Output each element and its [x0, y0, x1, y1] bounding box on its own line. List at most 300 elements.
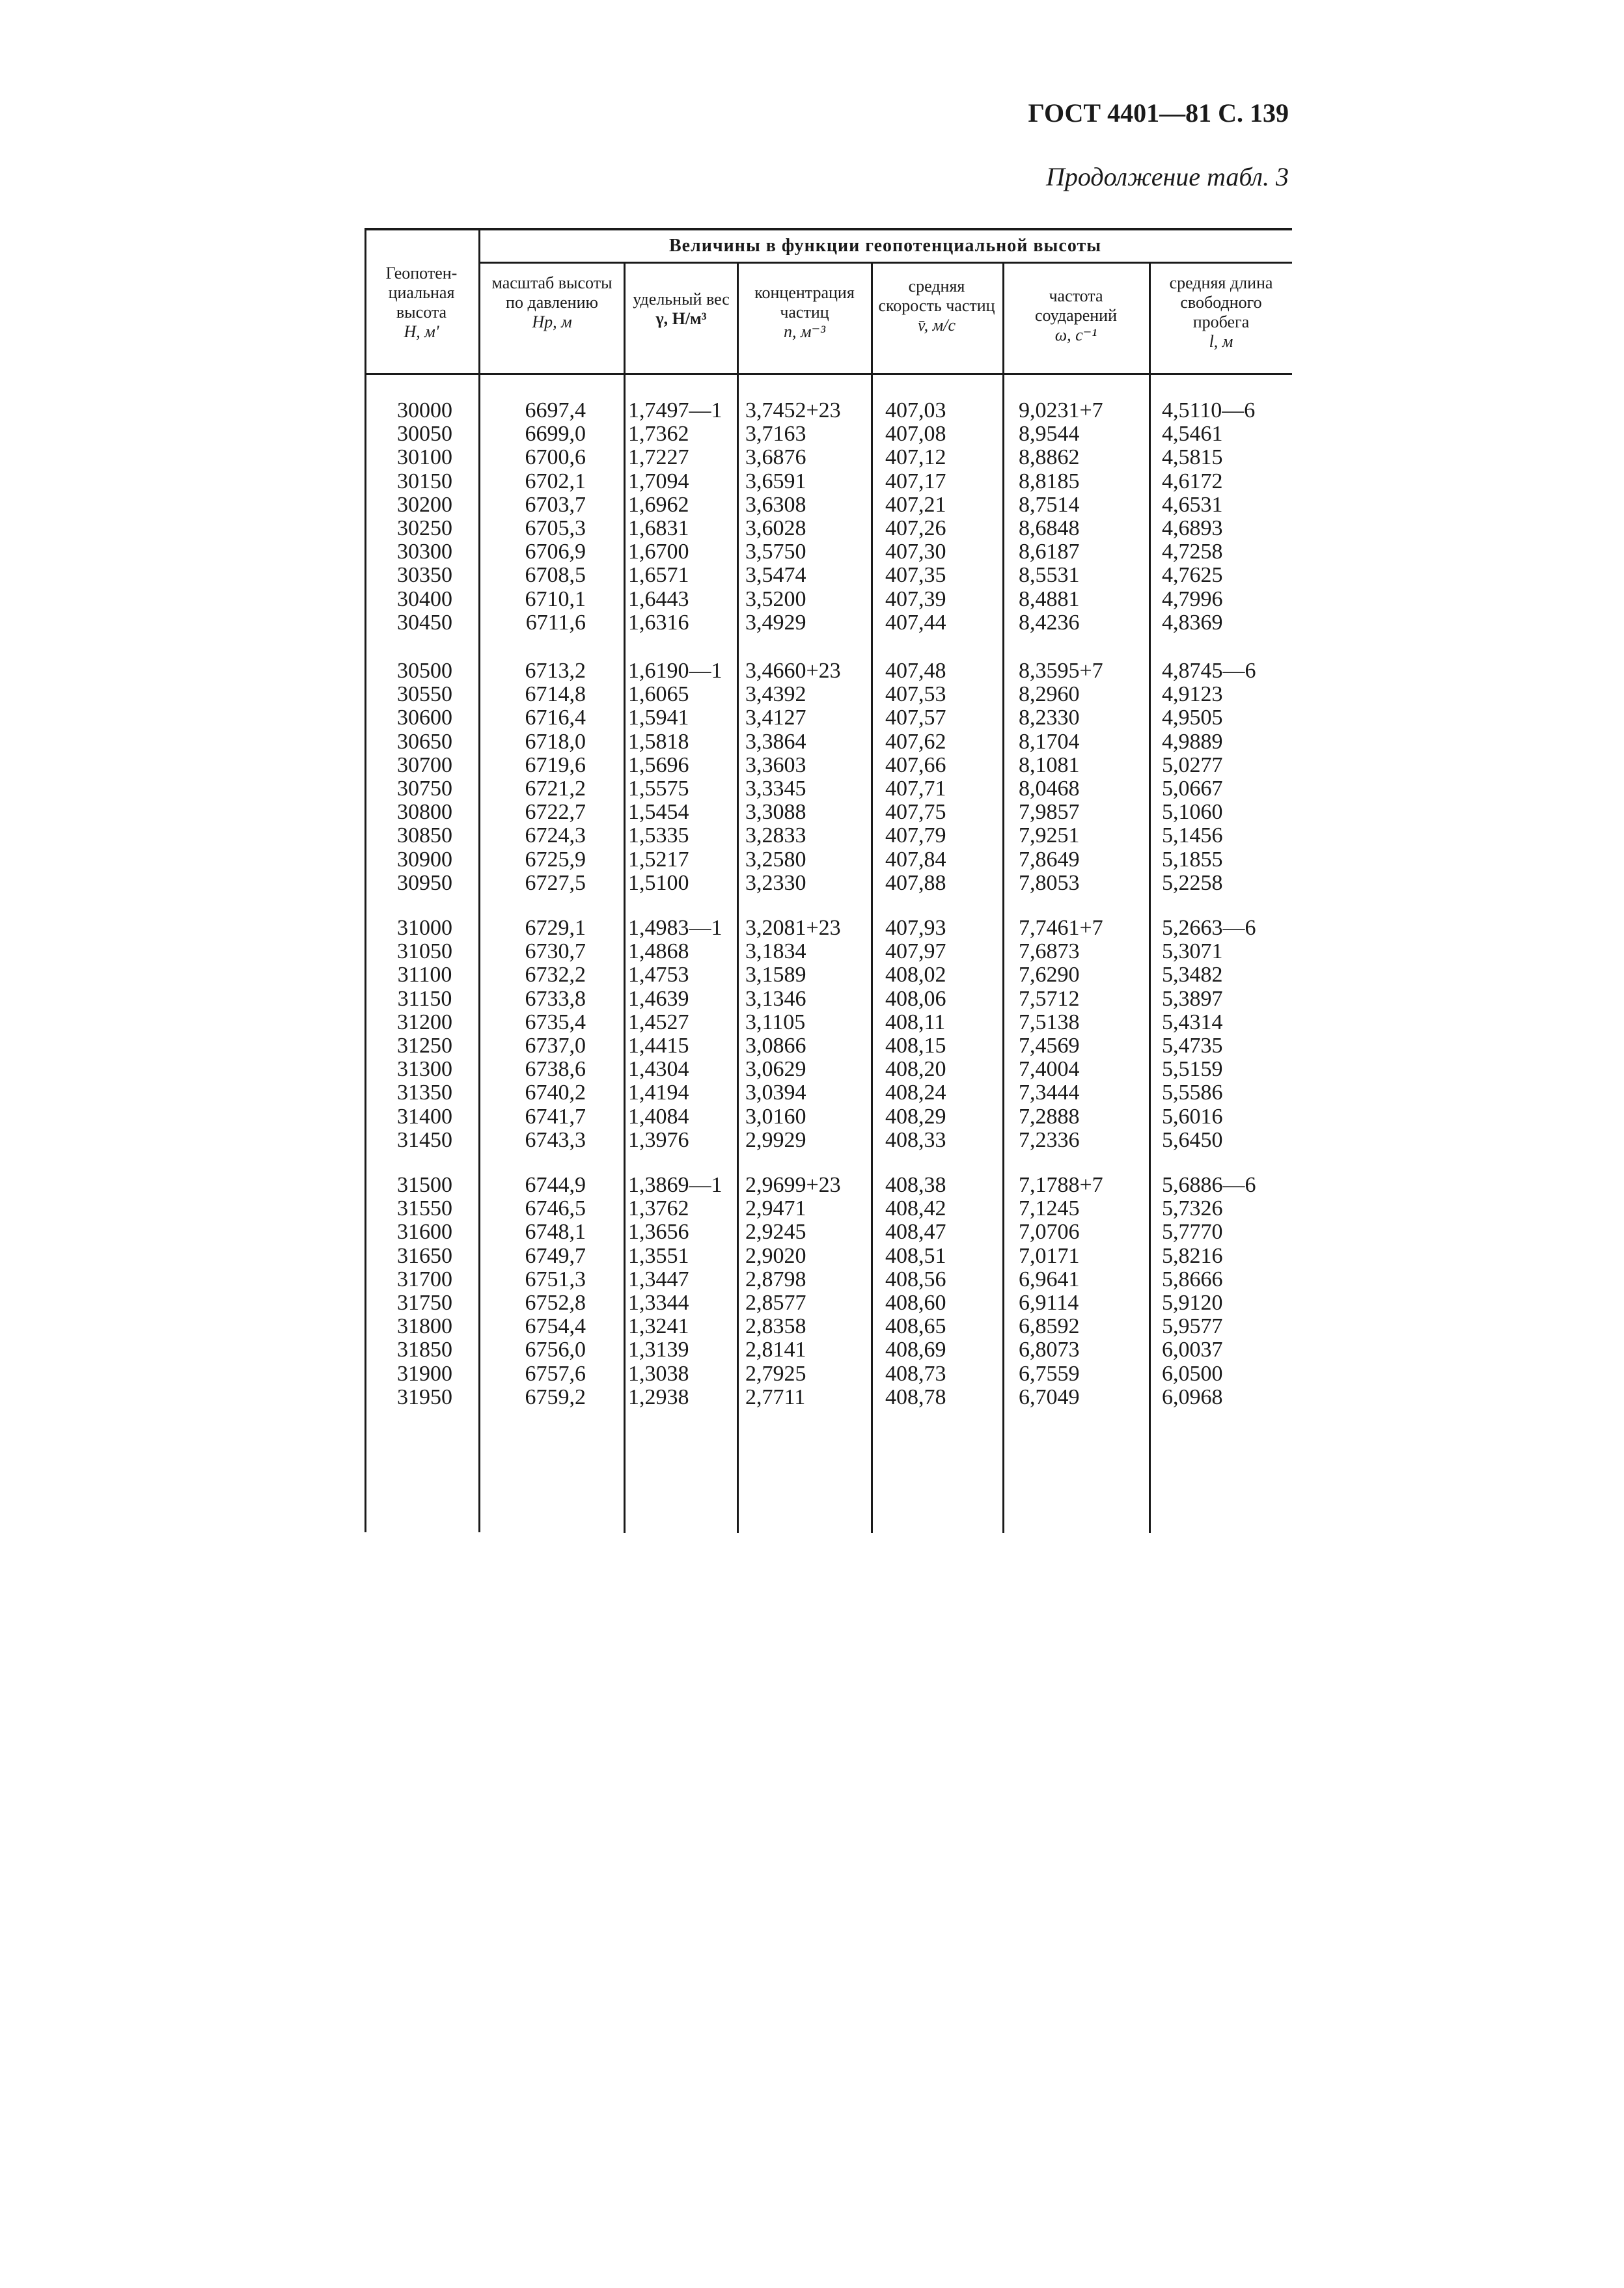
table-cell: 6729,1: [525, 916, 586, 940]
table-cell: 7,9251: [1019, 823, 1080, 848]
table-cell: 1,6962: [628, 492, 689, 517]
table-cell: 6713,2: [525, 659, 586, 683]
column-header-unit: n, м⁻³: [783, 322, 826, 341]
column-header: [1006, 286, 1146, 345]
table-continuation-label: Продолжение табл. 3: [1045, 162, 1289, 191]
table-cell: 407,08: [885, 422, 946, 447]
table-cell: 5,9120: [1162, 1291, 1223, 1315]
table-cell: 1,3976: [628, 1127, 689, 1152]
table-cell: 31750: [397, 1291, 452, 1315]
column-header-label: частота соударений: [1035, 286, 1117, 325]
table-cell: 407,17: [885, 469, 946, 493]
table-cell: 4,7996: [1162, 586, 1223, 611]
table-cell: 6,8592: [1019, 1314, 1080, 1339]
table-cell: 6705,3: [525, 516, 586, 540]
table-cell: 2,8358: [745, 1314, 806, 1339]
table-cell: 1,7362: [628, 422, 689, 447]
table-cell: 6725,9: [525, 847, 586, 872]
table-cell: 408,42: [885, 1196, 946, 1221]
table-cell: 5,3071: [1162, 939, 1223, 964]
column-divider: [1149, 264, 1151, 1533]
table-cell: 408,11: [885, 1010, 946, 1034]
table-cell: 8,3595+7: [1019, 659, 1103, 683]
table-cell: 407,79: [885, 823, 946, 848]
column-header-label: концентрация частиц: [754, 283, 855, 322]
table-cell: 31850: [397, 1338, 452, 1362]
table-cell: 7,6290: [1019, 963, 1080, 987]
column-divider: [1002, 264, 1004, 1533]
column-header-unit: Hp, м: [532, 312, 572, 331]
table-cell: 31000: [397, 916, 452, 940]
table-cell: 6703,7: [525, 492, 586, 517]
table-cell: 30450: [397, 610, 452, 635]
table-cell: 6718,0: [525, 729, 586, 754]
table-cell: 3,0629: [745, 1057, 806, 1082]
table-cell: 8,1081: [1019, 752, 1080, 777]
table-cell: 3,6591: [745, 469, 806, 493]
table-cell: 30950: [397, 870, 452, 895]
table-cell: 4,5110—6: [1162, 398, 1256, 422]
table-cell: 5,7326: [1162, 1196, 1223, 1221]
table-cell: 1,4639: [628, 986, 689, 1011]
table-cell: 407,93: [885, 916, 946, 940]
header-bottom-rule: [365, 373, 1292, 375]
table-cell: 9,0231+7: [1019, 398, 1103, 422]
table-cell: 2,7925: [745, 1361, 806, 1386]
table-cell: 1,2938: [628, 1385, 689, 1409]
table-cell: 407,30: [885, 540, 946, 564]
table-cell: 6749,7: [525, 1243, 586, 1268]
table-cell: 3,1834: [745, 939, 806, 964]
column-divider: [624, 264, 626, 1533]
table-cell: 408,20: [885, 1057, 946, 1082]
table-cell: 3,3345: [745, 777, 806, 801]
table-cell: 1,6065: [628, 682, 689, 707]
table-cell: 3,6308: [745, 492, 806, 517]
table-cell: 31500: [397, 1173, 452, 1197]
table-cell: 6711,6: [525, 610, 586, 635]
table-cell: 3,5200: [745, 586, 806, 611]
table-cell: 408,69: [885, 1338, 946, 1362]
table-cell: 5,8666: [1162, 1267, 1223, 1291]
table-cell: 6,7559: [1019, 1361, 1080, 1386]
table-cell: 2,9245: [745, 1220, 806, 1245]
column-header: [627, 290, 735, 329]
table-cell: 3,7452+23: [745, 398, 841, 422]
table-cell: 408,02: [885, 963, 946, 987]
span-header-rule: [478, 262, 1292, 264]
table-cell: 8,8862: [1019, 445, 1080, 470]
table-cell: 3,4127: [745, 706, 806, 730]
table-cell: 3,0160: [745, 1104, 806, 1129]
table-cell: 5,6886—6: [1162, 1173, 1256, 1197]
table-cell: 1,5217: [628, 847, 689, 872]
table-cell: 407,88: [885, 870, 946, 895]
table-cell: 1,4753: [628, 963, 689, 987]
table-cell: 1,3869—1: [628, 1173, 723, 1197]
table-cell: 6,0500: [1162, 1361, 1223, 1386]
table-cell: 1,5696: [628, 752, 689, 777]
table-cell: 5,8216: [1162, 1243, 1223, 1268]
table-cell: 407,84: [885, 847, 946, 872]
table-cell: 3,3088: [745, 800, 806, 825]
table-cell: 31650: [397, 1243, 452, 1268]
table-cell: 5,0277: [1162, 752, 1223, 777]
table-cell: 8,9544: [1019, 422, 1080, 447]
table-cell: 7,8649: [1019, 847, 1080, 872]
column-header-unit: l, м: [1209, 332, 1233, 351]
table-cell: 408,73: [885, 1361, 946, 1386]
table-cell: 6727,5: [525, 870, 586, 895]
table-cell: 1,4194: [628, 1081, 689, 1105]
table-cell: 1,3762: [628, 1196, 689, 1221]
table-cell: 408,78: [885, 1385, 946, 1409]
table-cell: 408,47: [885, 1220, 946, 1245]
table-cell: 5,5586: [1162, 1081, 1223, 1105]
table-cell: 31100: [397, 963, 452, 987]
table-cell: 6754,4: [525, 1314, 586, 1339]
table-cell: 3,5474: [745, 563, 806, 588]
table-cell: 6752,8: [525, 1291, 586, 1315]
table-cell: 7,0706: [1019, 1220, 1080, 1245]
table-cell: 31900: [397, 1361, 452, 1386]
table-cell: 408,51: [885, 1243, 946, 1268]
table-cell: 31350: [397, 1081, 452, 1105]
table-cell: 7,0171: [1019, 1243, 1080, 1268]
column-divider: [871, 264, 873, 1533]
table-cell: 30900: [397, 847, 452, 872]
table-cell: 2,8798: [745, 1267, 806, 1291]
table-cell: 7,4004: [1019, 1057, 1080, 1082]
table-cell: 4,9505: [1162, 706, 1223, 730]
table-cell: 7,7461+7: [1019, 916, 1103, 940]
table-cell: 1,6831: [628, 516, 689, 540]
table-cell: 3,1346: [745, 986, 806, 1011]
table-cell: 5,1060: [1162, 800, 1223, 825]
table-cell: 407,48: [885, 659, 946, 683]
table-cell: 1,4868: [628, 939, 689, 964]
column-header-label: удельный вес: [633, 290, 730, 309]
table-cell: 30050: [397, 422, 452, 447]
table-cell: 30150: [397, 469, 452, 493]
table-cell: 31150: [397, 986, 452, 1011]
table-cell: 31800: [397, 1314, 452, 1339]
table-cell: 30800: [397, 800, 452, 825]
column-header-unit: ω, с⁻¹: [1054, 325, 1097, 344]
table-cell: 5,4735: [1162, 1034, 1223, 1058]
table-cell: 1,5335: [628, 823, 689, 848]
table-cell: 408,56: [885, 1267, 946, 1291]
table-cell: 6732,2: [525, 963, 586, 987]
column-header-label: средняя скорость частиц: [878, 277, 995, 315]
table-cell: 8,2330: [1019, 706, 1080, 730]
table-cell: 30300: [397, 540, 452, 564]
table-cell: 1,5941: [628, 706, 689, 730]
table-cell: 4,9889: [1162, 729, 1223, 754]
table-cell: 408,06: [885, 986, 946, 1011]
table-cell: 7,3444: [1019, 1081, 1080, 1105]
table-cell: 6719,6: [525, 752, 586, 777]
table-cell: 6722,7: [525, 800, 586, 825]
table-cell: 1,6443: [628, 586, 689, 611]
table-cell: 5,3897: [1162, 986, 1223, 1011]
table-top-rule: [365, 228, 1292, 230]
table-cell: 3,6028: [745, 516, 806, 540]
table-cell: 407,26: [885, 516, 946, 540]
table-cell: 4,8369: [1162, 610, 1223, 635]
table-cell: 8,8185: [1019, 469, 1080, 493]
table-cell: 6710,1: [525, 586, 586, 611]
table-cell: 5,3482: [1162, 963, 1223, 987]
table-cell: 3,3864: [745, 729, 806, 754]
table-cell: 1,6190—1: [628, 659, 723, 683]
table-cell: 6697,4: [525, 398, 586, 422]
table-cell: 1,5818: [628, 729, 689, 754]
table-cell: 6740,2: [525, 1081, 586, 1105]
table-cell: 7,6873: [1019, 939, 1080, 964]
table-cell: 3,1589: [745, 963, 806, 987]
table-cell: 6744,9: [525, 1173, 586, 1197]
table-cell: 3,2330: [745, 870, 806, 895]
table-cell: 31400: [397, 1104, 452, 1129]
column-header-unit: v̄, м/с: [918, 316, 956, 335]
table-cell: 31700: [397, 1267, 452, 1291]
table-cell: 6716,4: [525, 706, 586, 730]
table-cell: 8,6187: [1019, 540, 1080, 564]
table-cell: 4,8745—6: [1162, 659, 1256, 683]
table-cell: 30850: [397, 823, 452, 848]
table-cell: 6,9641: [1019, 1267, 1080, 1291]
table-cell: 1,3139: [628, 1338, 689, 1362]
table-cell: 30600: [397, 706, 452, 730]
table-cell: 7,2336: [1019, 1127, 1080, 1152]
table-cell: 4,7625: [1162, 563, 1223, 588]
table-cell: 6733,8: [525, 986, 586, 1011]
table-cell: 4,6172: [1162, 469, 1223, 493]
table-cell: 30250: [397, 516, 452, 540]
table-cell: 3,4660+23: [745, 659, 841, 683]
table-cell: 1,7497—1: [628, 398, 723, 422]
table-cell: 3,2081+23: [745, 916, 841, 940]
column-header-unit: γ, Н/м³: [655, 309, 707, 328]
table-cell: 31600: [397, 1220, 452, 1245]
table-cell: 31450: [397, 1127, 452, 1152]
table-cell: 1,7094: [628, 469, 689, 493]
table-cell: 3,3603: [745, 752, 806, 777]
table-cell: 6743,3: [525, 1127, 586, 1152]
table-cell: 407,71: [885, 777, 946, 801]
table-cell: 408,15: [885, 1034, 946, 1058]
table-cell: 8,2960: [1019, 682, 1080, 707]
span-header-title: Величины в функции геопотенциальной высоты: [668, 236, 1102, 256]
table-cell: 30500: [397, 659, 452, 683]
table-cell: 6735,4: [525, 1010, 586, 1034]
column-header: [1152, 273, 1290, 351]
table-cell: 1,4084: [628, 1104, 689, 1129]
column-header: [875, 277, 998, 335]
table-cell: 2,9471: [745, 1196, 806, 1221]
column-header-label: средняя длина свободного пробега: [1169, 273, 1273, 331]
table-cell: 2,9929: [745, 1127, 806, 1152]
table-cell: 7,1788+7: [1019, 1173, 1103, 1197]
column-header: [368, 264, 475, 342]
column-header-label: масштаб высоты по давлению: [491, 273, 612, 312]
table-cell: 1,7227: [628, 445, 689, 470]
table-cell: 30550: [397, 682, 452, 707]
table-cell: 6748,1: [525, 1220, 586, 1245]
column-header-unit: H, м': [404, 322, 439, 341]
table-cell: 7,9857: [1019, 800, 1080, 825]
table-cell: 6,8073: [1019, 1338, 1080, 1362]
table-cell: 407,03: [885, 398, 946, 422]
table-cell: 1,5575: [628, 777, 689, 801]
table-cell: 1,4304: [628, 1057, 689, 1082]
table-cell: 407,21: [885, 492, 946, 517]
table-cell: 30400: [397, 586, 452, 611]
table-cell: 31950: [397, 1385, 452, 1409]
table-cell: 1,4415: [628, 1034, 689, 1058]
table-cell: 6,0968: [1162, 1385, 1223, 1409]
table-cell: 408,24: [885, 1081, 946, 1105]
table-cell: 408,65: [885, 1314, 946, 1339]
table-cell: 3,4929: [745, 610, 806, 635]
table-cell: 8,0468: [1019, 777, 1080, 801]
table-cell: 8,4236: [1019, 610, 1080, 635]
table-cell: 5,1855: [1162, 847, 1223, 872]
table-cell: 2,8577: [745, 1291, 806, 1315]
table-cell: 5,0667: [1162, 777, 1223, 801]
table-cell: 407,35: [885, 563, 946, 588]
table-cell: 5,7770: [1162, 1220, 1223, 1245]
table-cell: 6738,6: [525, 1057, 586, 1082]
table-cell: 2,9020: [745, 1243, 806, 1268]
table-cell: 1,4983—1: [628, 916, 723, 940]
table-cell: 6700,6: [525, 445, 586, 470]
table-cell: 6,0037: [1162, 1338, 1223, 1362]
table-cell: 8,4881: [1019, 586, 1080, 611]
table-cell: 31200: [397, 1010, 452, 1034]
table-cell: 1,6316: [628, 610, 689, 635]
table-cell: 4,7258: [1162, 540, 1223, 564]
table-cell: 3,5750: [745, 540, 806, 564]
table-cell: 6,7049: [1019, 1385, 1080, 1409]
table-cell: 30750: [397, 777, 452, 801]
table-cell: 5,5159: [1162, 1057, 1223, 1082]
table-cell: 4,5461: [1162, 422, 1223, 447]
table-cell: 5,9577: [1162, 1314, 1223, 1339]
table-cell: 30000: [397, 398, 452, 422]
table-cell: 6746,5: [525, 1196, 586, 1221]
table-cell: 6730,7: [525, 939, 586, 964]
table-cell: 1,5100: [628, 870, 689, 895]
table-cell: 3,2833: [745, 823, 806, 848]
table-cell: 6714,8: [525, 682, 586, 707]
table-cell: 7,1245: [1019, 1196, 1080, 1221]
table-cell: 407,75: [885, 800, 946, 825]
table-cell: 30100: [397, 445, 452, 470]
table-cell: 2,7711: [745, 1385, 806, 1409]
table-cell: 407,44: [885, 610, 946, 635]
table-cell: 407,39: [885, 586, 946, 611]
table-cell: 2,9699+23: [745, 1173, 841, 1197]
table-cell: 1,3344: [628, 1291, 689, 1315]
table-cell: 3,7163: [745, 422, 806, 447]
table-cell: 3,0394: [745, 1081, 806, 1105]
table-cell: 6702,1: [525, 469, 586, 493]
table-cell: 6756,0: [525, 1338, 586, 1362]
table-cell: 7,4569: [1019, 1034, 1080, 1058]
table-cell: 7,2888: [1019, 1104, 1080, 1129]
table-cell: 3,1105: [745, 1010, 806, 1034]
table-cell: 3,2580: [745, 847, 806, 872]
table-cell: 408,29: [885, 1104, 946, 1129]
table-cell: 5,1456: [1162, 823, 1223, 848]
table-cell: 408,60: [885, 1291, 946, 1315]
table-cell: 1,6571: [628, 563, 689, 588]
table-cell: 6751,3: [525, 1267, 586, 1291]
table-cell: 5,6016: [1162, 1104, 1223, 1129]
table-cell: 4,6893: [1162, 516, 1223, 540]
data-table: [365, 228, 1292, 1533]
table-cell: 1,6700: [628, 540, 689, 564]
table-cell: 6699,0: [525, 422, 586, 447]
table-cell: 8,6848: [1019, 516, 1080, 540]
table-cell: 6759,2: [525, 1385, 586, 1409]
column-divider: [365, 230, 366, 1532]
table-cell: 6721,2: [525, 777, 586, 801]
table-cell: 30200: [397, 492, 452, 517]
table-cell: 7,5138: [1019, 1010, 1080, 1034]
table-cell: 6741,7: [525, 1104, 586, 1129]
table-cell: 408,33: [885, 1127, 946, 1152]
table-cell: 1,5454: [628, 800, 689, 825]
column-divider: [737, 264, 739, 1533]
table-cell: 2,8141: [745, 1338, 806, 1362]
table-cell: 30650: [397, 729, 452, 754]
table-cell: 5,4314: [1162, 1010, 1223, 1034]
table-cell: 4,9123: [1162, 682, 1223, 707]
table-cell: 3,0866: [745, 1034, 806, 1058]
table-cell: 1,3038: [628, 1361, 689, 1386]
table-cell: 31050: [397, 939, 452, 964]
table-cell: 7,5712: [1019, 986, 1080, 1011]
table-cell: 5,2258: [1162, 870, 1223, 895]
table-cell: 31250: [397, 1034, 452, 1058]
table-cell: 4,5815: [1162, 445, 1223, 470]
table-cell: 1,3551: [628, 1243, 689, 1268]
table-cell: 407,53: [885, 682, 946, 707]
table-cell: 408,38: [885, 1173, 946, 1197]
table-cell: 6724,3: [525, 823, 586, 848]
column-header-label: Геопотен-циальная высота: [385, 264, 458, 322]
table-cell: 407,57: [885, 706, 946, 730]
table-cell: 7,8053: [1019, 870, 1080, 895]
table-cell: 8,1704: [1019, 729, 1080, 754]
table-cell: 5,2663—6: [1162, 916, 1256, 940]
table-cell: 5,6450: [1162, 1127, 1223, 1152]
table-cell: 8,5531: [1019, 563, 1080, 588]
table-cell: 407,62: [885, 729, 946, 754]
table-cell: 1,4527: [628, 1010, 689, 1034]
column-header: [741, 283, 868, 342]
table-cell: 407,66: [885, 752, 946, 777]
table-cell: 6,9114: [1019, 1291, 1079, 1315]
table-cell: 6708,5: [525, 563, 586, 588]
table-cell: 3,6876: [745, 445, 806, 470]
column-divider: [478, 230, 480, 1532]
table-cell: 31300: [397, 1057, 452, 1082]
table-cell: 1,3447: [628, 1267, 689, 1291]
